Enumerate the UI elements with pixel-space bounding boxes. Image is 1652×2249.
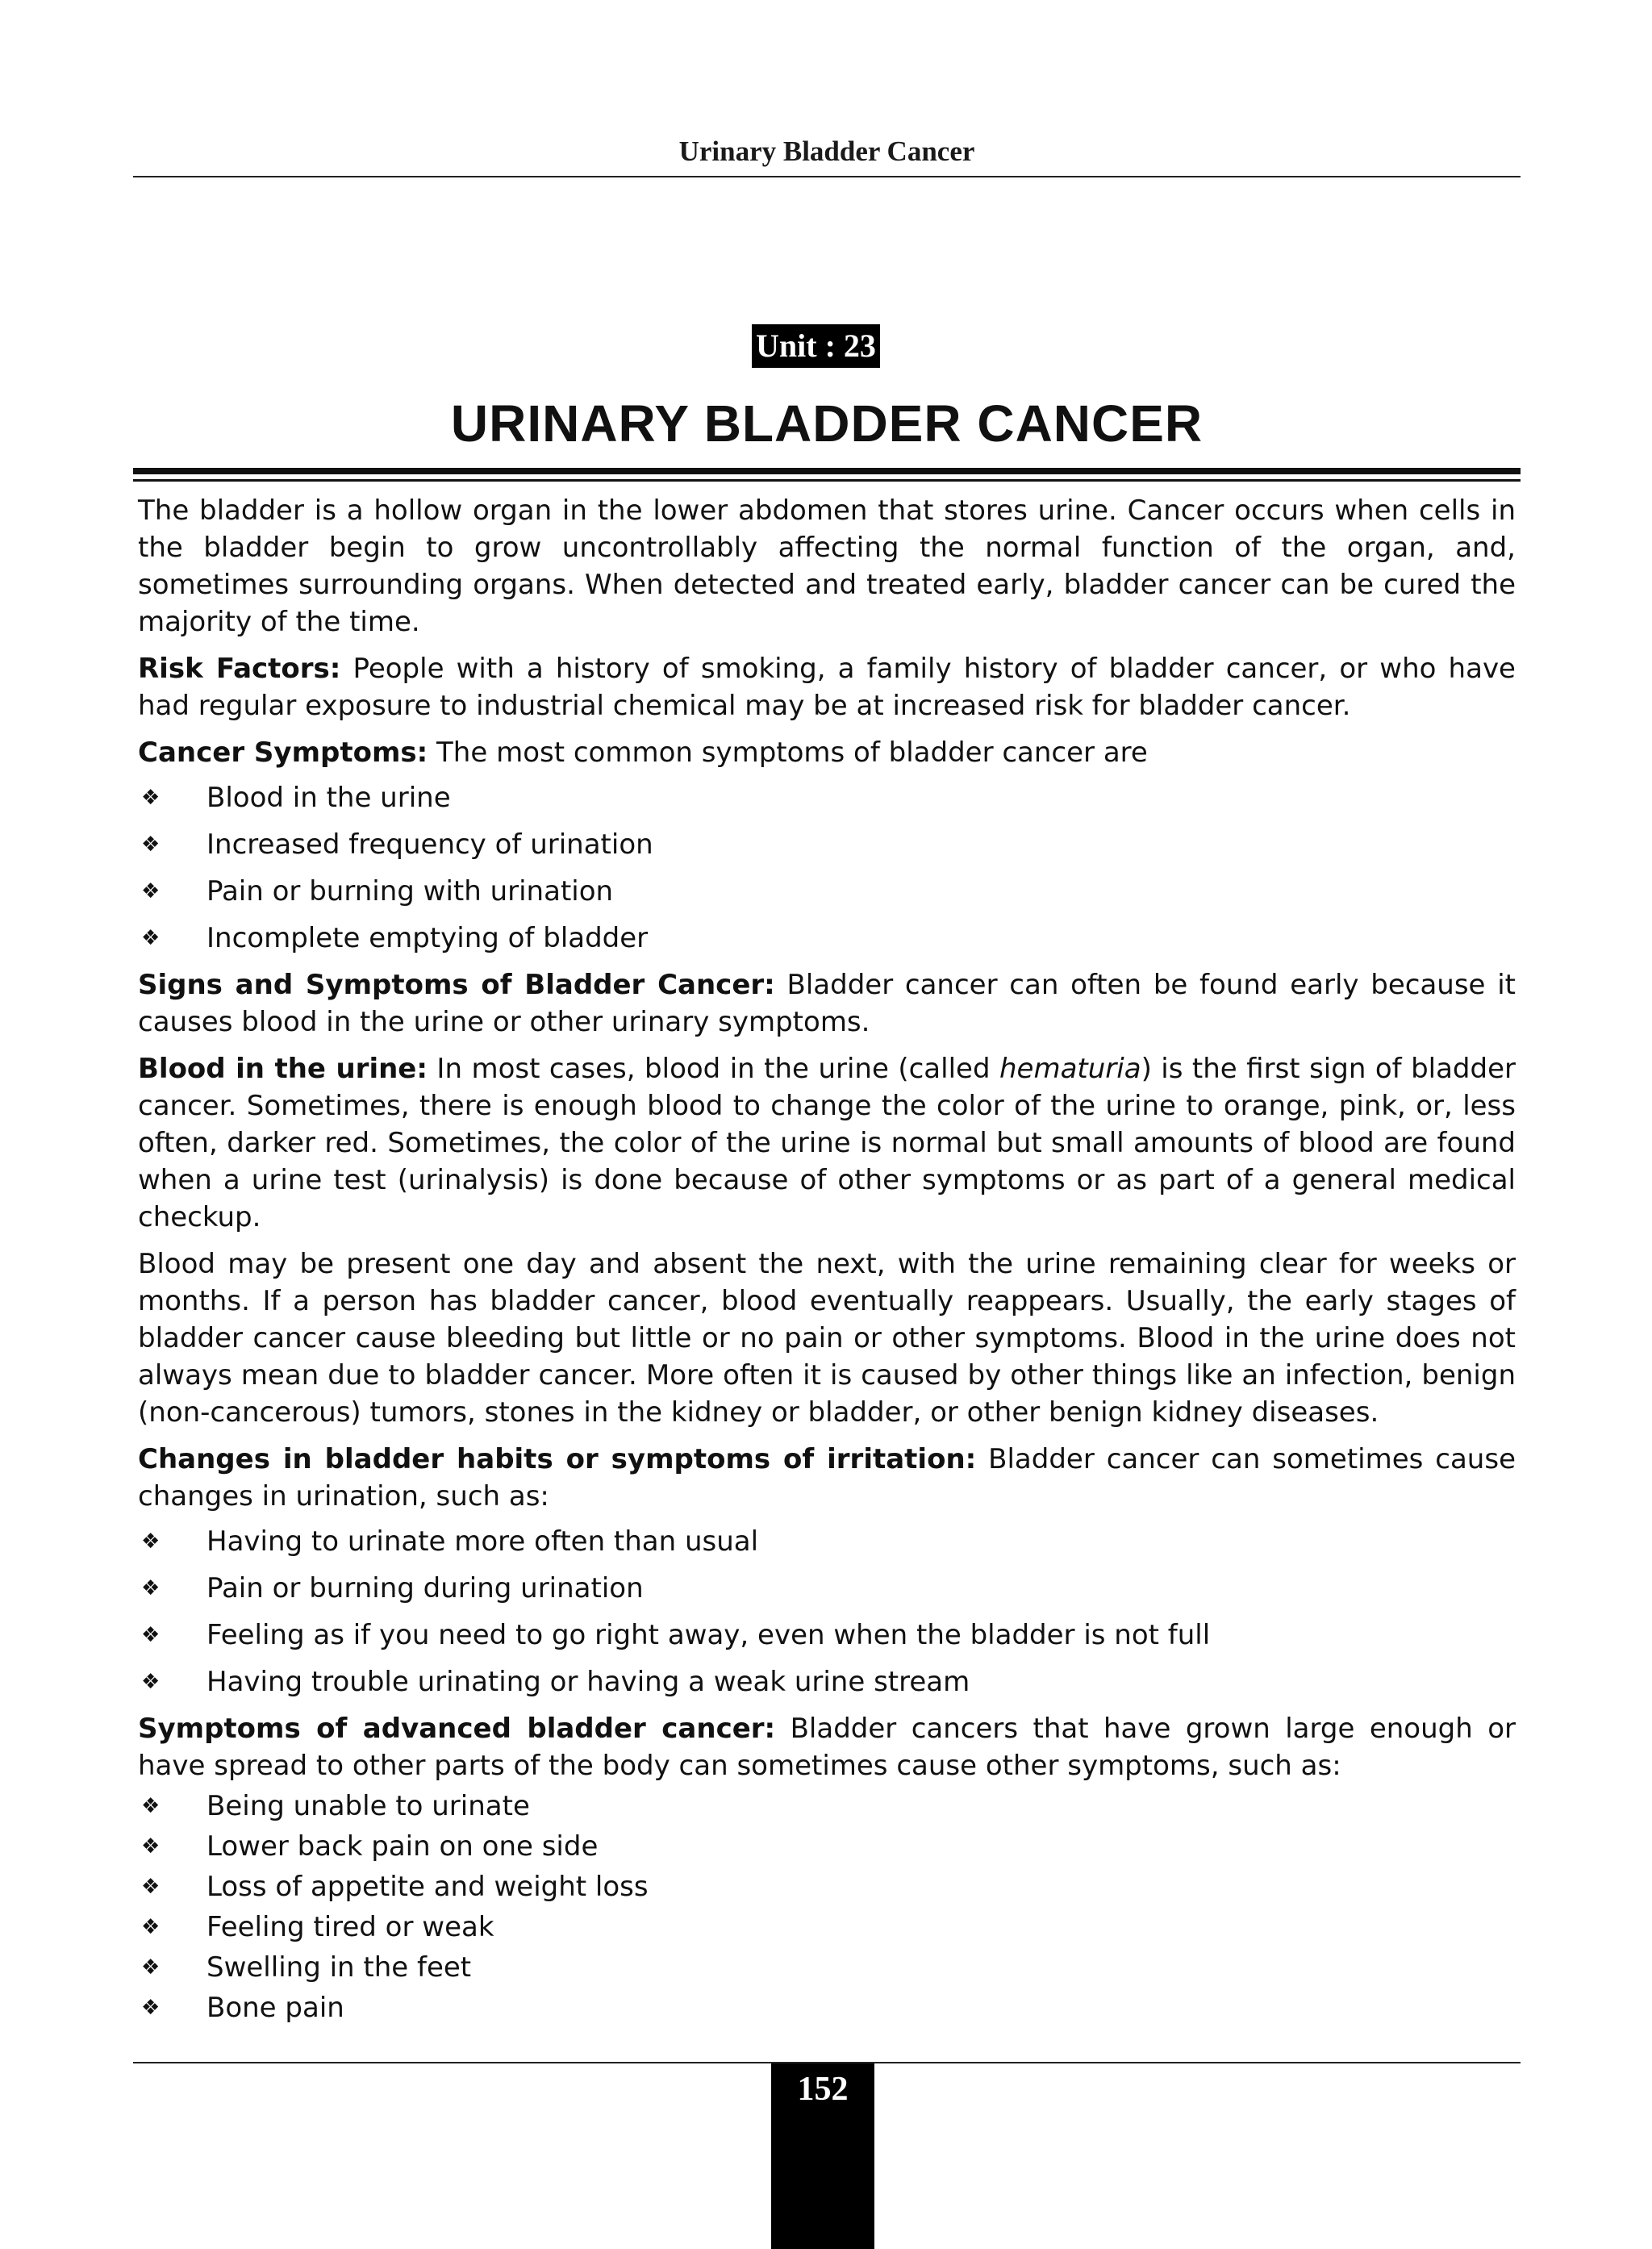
blood-in-urine-heading: Blood in the urine: — [138, 1053, 428, 1085]
advanced-text: Bladder cancers that have grown large enough or have spread to other parts of the body can sometimes cause other symptoms, such as: — [138, 1713, 1516, 1782]
list-item-text: Increased frequency of urination — [206, 828, 653, 861]
signs-symptoms-text: Bladder cancer can often be found early because it causes blood in the urine or other urinary symptoms. — [138, 969, 1516, 1038]
blood-in-urine-text-after: ) is the first sign of bladder cancer. Sometimes, there is enough blood to change the color of the urine to orange, pink, or, less often, darker red. Sometimes, the color of the urine is normal but small amounts of blood are found when a urine test (urinalysis) is done because of other symptoms or as part of a general medical checkup. — [138, 1053, 1516, 1233]
list-item-text: Pain or burning during urination — [206, 1572, 644, 1604]
advanced-heading: Symptoms of advanced bladder cancer: — [138, 1713, 776, 1745]
habits-list — [138, 1523, 1516, 1700]
list-item — [138, 1788, 1516, 1825]
diamond-bullet-icon: ❖ — [141, 1576, 161, 1600]
list-item — [138, 779, 1516, 816]
list-item-text: Being unable to urinate — [206, 1790, 530, 1822]
list-item — [138, 1617, 1516, 1654]
list-item-text: Having to urinate more often than usual — [206, 1525, 759, 1558]
list-item — [138, 873, 1516, 910]
list-item-text: Bone pain — [206, 1992, 344, 2024]
blood-in-urine-text-before: In most cases, blood in the urine (called — [427, 1053, 999, 1085]
list-item-text: Swelling in the feet — [206, 1951, 472, 1984]
habits-text: Bladder cancer can sometimes cause changes in urination, such as: — [138, 1443, 1516, 1513]
running-header: Urinary Bladder Cancer — [678, 136, 975, 167]
list-item-text: Loss of appetite and weight loss — [206, 1871, 649, 1903]
list-item — [138, 826, 1516, 863]
diamond-bullet-icon: ❖ — [141, 879, 161, 903]
list-item — [138, 1663, 1516, 1700]
risk-factors-heading: Risk Factors: — [138, 653, 341, 685]
list-item — [138, 1570, 1516, 1607]
cancer-symptoms-list — [138, 779, 1516, 957]
intro-paragraph: The bladder is a hollow organ in the lower abdomen that stores urine. Cancer occurs when cells in the bladder begin to grow uncontrollably affecting the normal function of the organ, and, sometimes surrounding organs. When detected and treated early, bladder cancer can be cured the majority of the time. — [138, 494, 1516, 638]
list-item-text: Incomplete emptying of bladder — [206, 922, 649, 954]
hematuria-term: hematuria — [999, 1053, 1141, 1085]
blood-in-urine-paragraph — [138, 1050, 1516, 1236]
diamond-bullet-icon: ❖ — [141, 1996, 161, 2020]
risk-factors-paragraph — [138, 650, 1516, 724]
diamond-bullet-icon: ❖ — [141, 832, 161, 857]
title-divider-thick — [133, 468, 1521, 474]
page-number: 152 — [797, 2071, 849, 2108]
diamond-bullet-icon: ❖ — [141, 1875, 161, 1899]
risk-factors-text: People with a history of smoking, a family history of bladder cancer, or who have had regular exposure to industrial chemical may be at increased risk for bladder cancer. — [138, 653, 1516, 722]
article-body — [138, 492, 1516, 2030]
signs-symptoms-heading: Signs and Symptoms of Bladder Cancer: — [138, 969, 775, 1001]
habits-heading: Changes in bladder habits or symptoms of irritation: — [138, 1443, 977, 1475]
title-divider-thin — [133, 479, 1521, 482]
list-item — [138, 1949, 1516, 1986]
list-item — [138, 1909, 1516, 1946]
diamond-bullet-icon: ❖ — [141, 1623, 161, 1647]
signs-symptoms-paragraph — [138, 966, 1516, 1041]
list-item-text: Lower back pain on one side — [206, 1830, 599, 1863]
diamond-bullet-icon: ❖ — [141, 786, 161, 810]
header-divider — [133, 176, 1521, 177]
list-item-text: Feeling tired or weak — [206, 1911, 494, 1943]
list-item — [138, 1868, 1516, 1905]
advanced-symptoms-list — [138, 1788, 1516, 2026]
cancer-symptoms-heading: Cancer Symptoms: — [138, 736, 428, 769]
blood-recurrence-paragraph: Blood may be present one day and absent the next, with the urine remaining clear for weeks or months. If a person has bladder cancer, blood eventually reappears. Usually, the early stages of bladder cancer cause bleeding but little or no pain or other symptoms. Blood in the urine does not always mean due to bladder cancer. More often it is caused by other things like an infection, benign (non-cancerous) tumors, stones in the kidney or bladder, or other benign kidney diseases. — [138, 1248, 1516, 1429]
advanced-paragraph — [138, 1710, 1516, 1784]
list-item-text: Having trouble urinating or having a weak urine stream — [206, 1666, 970, 1698]
diamond-bullet-icon: ❖ — [141, 1915, 161, 1939]
list-item-text: Pain or burning with urination — [206, 875, 614, 908]
diamond-bullet-icon: ❖ — [141, 1834, 161, 1859]
cancer-symptoms-paragraph — [138, 734, 1516, 771]
diamond-bullet-icon: ❖ — [141, 1955, 161, 1980]
diamond-bullet-icon: ❖ — [141, 1670, 161, 1694]
list-item — [138, 1523, 1516, 1560]
unit-badge: Unit : 23 — [752, 324, 880, 368]
habits-paragraph — [138, 1441, 1516, 1515]
list-item — [138, 1989, 1516, 2026]
diamond-bullet-icon: ❖ — [141, 926, 161, 950]
list-item-text: Feeling as if you need to go right away, even when the bladder is not full — [206, 1619, 1211, 1651]
cancer-symptoms-text: The most common symptoms of bladder cancer are — [428, 736, 1148, 769]
page-title: URINARY BLADDER CANCER — [450, 394, 1204, 453]
list-item-text: Blood in the urine — [206, 782, 451, 814]
list-item — [138, 920, 1516, 957]
list-item — [138, 1828, 1516, 1865]
diamond-bullet-icon: ❖ — [141, 1794, 161, 1818]
diamond-bullet-icon: ❖ — [141, 1529, 161, 1554]
